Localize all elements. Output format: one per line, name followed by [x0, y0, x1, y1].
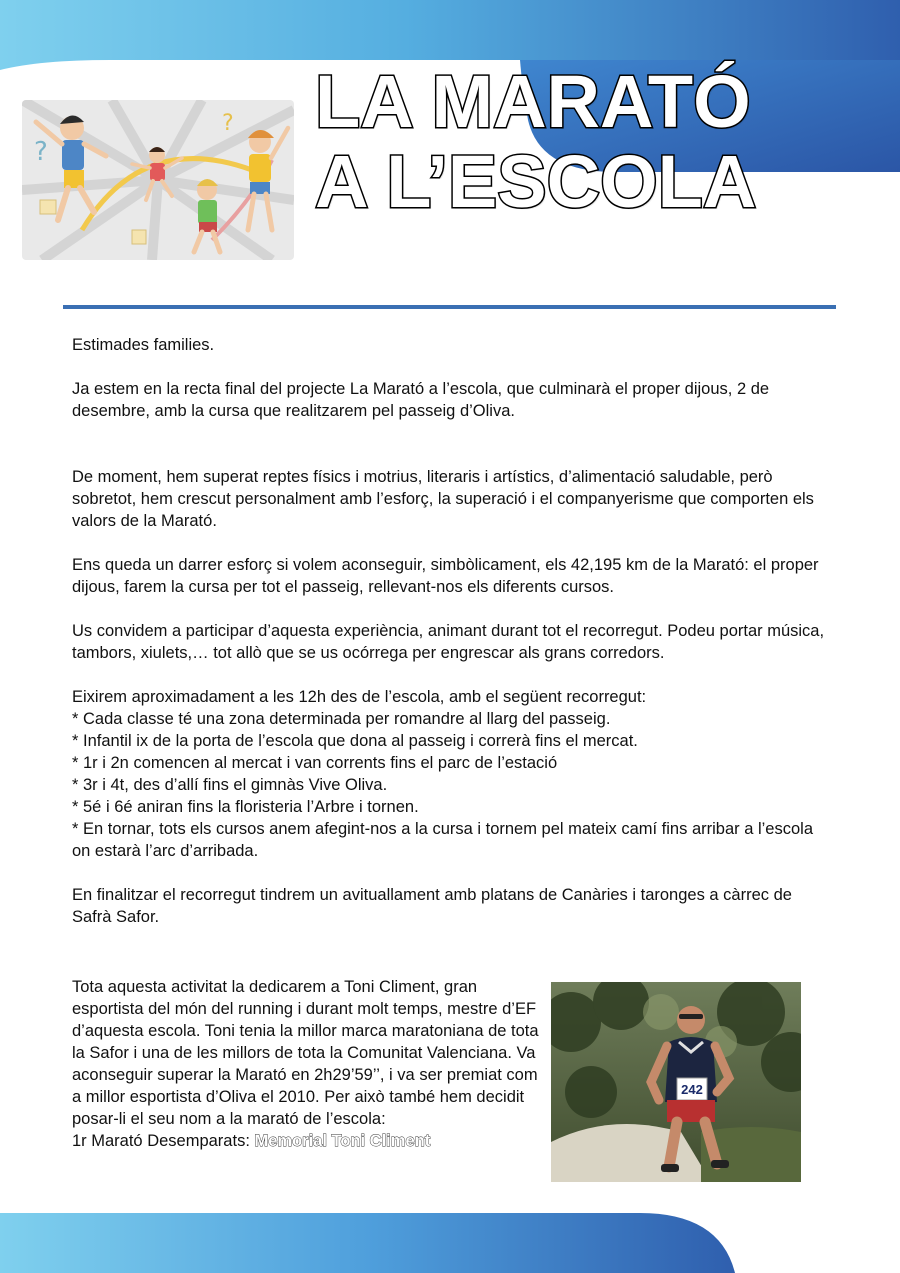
route-item: * En tornar, tots els cursos anem afegint-nos a la cursa i tornem pel mateix camí fins arribar a l’escola on estarà l’arc d’arribada. [72, 820, 813, 860]
paragraph-refreshments: En finalitzar el recorregut tindrem un avituallament amb platans de Canàries i taronges a càrrec de Safrà Safor. [72, 886, 792, 926]
memorial-line [72, 1130, 542, 1152]
paragraph-last-effort: Ens queda un darrer esforç si volem aconseguir, simbòlicament, els 42,195 km de la Marató: el proper dijous, farem la cursa per tot el passeig, rellevant-nos els diferents cursos. [72, 556, 819, 596]
route-item: * 5é i 6é aniran fins la floristeria l’Arbre i tornen. [72, 798, 419, 816]
route-intro: Eixirem aproximadament a les 12h des de l’escola, amb el següent recorregut: [72, 688, 647, 706]
greeting: Estimades families. [72, 336, 215, 354]
memorial-name: Memorial Toni Climent [254, 1132, 431, 1150]
title-line-1: LA MARATÓ [315, 60, 751, 143]
route-item: * 1r i 2n comencen al mercat i van corrents fins el parc de l’estació [72, 754, 558, 772]
dedication-text: Tota aquesta activitat la dedicarem a Toni Climent, gran esportista del món del running i durant molt temps, mestre d’EF d’aquesta escola. Toni tenia la millor marca maratoniana de tota la Safor i una de les millors de tota la Comunitat Valenciana. Va aconseguir superar la Marató en 2h29’59’’, i va ser premiat com a millor esportista d’Oliva el 2010. Per això també hem decidit posar-li el seu nom a la marató de l’escola: [72, 978, 539, 1128]
title-line-2: A L’ESCOLA [315, 140, 757, 223]
paragraph-intro: Ja estem en la recta final del projecte La Marató a l’escola, que culminarà el proper dijous, 2 de desembre, amb la cursa que realitzarem pel passeig d’Oliva. [72, 380, 770, 420]
svg-text:?: ? [34, 137, 48, 167]
bib-number: 242 [681, 1082, 703, 1097]
paragraph-challenges: De moment, hem superat reptes físics i motrius, literaris i artístics, d’alimentació saludable, però sobretot, hem crescut personalment amb l’esforç, la superació i el companyerisme que comporten els valors de la Marató. [72, 468, 814, 530]
runners-illustration [22, 100, 294, 260]
runner-photo [551, 982, 801, 1182]
route-item: * Infantil ix de la porta de l’escola que dona al passeig i correrà fins el mercat. [72, 732, 638, 750]
dedication [72, 976, 542, 1152]
memorial-label: 1r Marató Desemparats: [72, 1132, 255, 1150]
route-section [72, 686, 832, 862]
letter-body [72, 334, 832, 950]
route-item: * Cada classe té una zona determinada per romandre al llarg del passeig. [72, 710, 611, 728]
footer-wave [0, 1205, 900, 1273]
paragraph-invitation: Us convidem a participar d’aquesta experiència, animant durant tot el recorregut. Podeu portar música, tambors, xiulets,… tot allò que se us ocórrega per engrescar als grans corredors. [72, 622, 825, 662]
title-divider [63, 305, 836, 309]
svg-text:?: ? [222, 111, 234, 136]
page-title [315, 62, 875, 222]
route-item: * 3r i 4t, des d’allí fins el gimnàs Vive Oliva. [72, 776, 388, 794]
